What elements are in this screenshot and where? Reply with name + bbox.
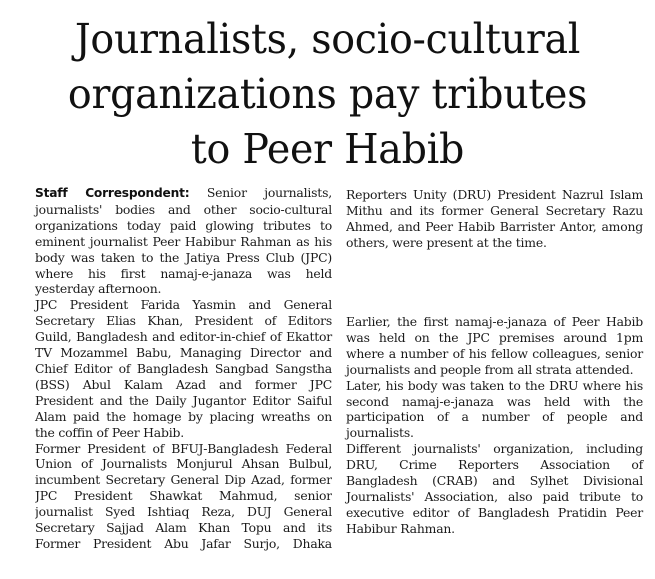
paragraph-attendees: Former President of BFUJ-Bangladesh Federal Union of Journalists Monjurul Ahsan Bulbul, incumbent Secretary General Dip Azad, former JPC President Shawkat Mahmud, senior journalist Syed Ishtiaq Reza, DUJ General Secretary Sajjad Alam Khan Topu and its Former President Abu Jafar Surjo, Dhaka xyxy=(35,440,332,551)
headline-line-1: Journalists, socio-cultural xyxy=(74,15,581,63)
byline: Staff Correspondent: xyxy=(35,186,190,200)
paragraph-intro-text: Senior journalists, journalists' bodies and other socio-cultural organizations today paid glowing tributes to eminent journalist Peer Habibur Rahman as his body was taken to the Jatiya Press Club (JPC) where his first namaj-e-janaza was held yesterday afternoon. xyxy=(35,185,332,297)
article-column-right xyxy=(346,187,643,537)
headline-line-3: to Peer Habib xyxy=(190,125,465,173)
paragraph-tributes: JPC President Farida Yasmin and General Secretary Elias Khan, President of Editors Guild, Bangladesh and editor-in-chief of Ekattor TV Mozammel Babu, Managing Director and Chief Editor of Bangladesh Sangbad Sangstha (BSS) Abul Kalam Azad and former JPC President and the Daily Jugantor Editor Saiful Alam paid the homage by placing wreaths on the coffin of Peer Habib. xyxy=(35,297,332,440)
paragraph-first-janaza: Earlier, the first namaj-e-janaza of Peer Habib was held on the JPC premises around 1pm where a number of his fellow colleagues, senior journalists and people from all strata attended. xyxy=(346,314,643,377)
headline-line-2: organizations pay tributes xyxy=(67,70,588,118)
paragraph-intro xyxy=(35,185,332,297)
paragraph-attendees-continued-text: Reporters Unity (DRU) President Nazrul Islam Mithu and its former General Secretary Razu Ahmed, and Peer Habib Barrister Antor, among others, were present at the time. xyxy=(346,187,643,251)
paragraph-second-janaza: Later, his body was taken to the DRU where his second namaj-e-janaza was held with the participation of a number of people and journalists. xyxy=(346,377,643,441)
paragraph-attendees-continued xyxy=(346,187,643,314)
headline xyxy=(21,12,634,177)
article-column-left xyxy=(35,185,332,552)
paragraph-organizations: Different journalists' organization, including DRU, Crime Reporters Association of Bangladesh (CRAB) and Sylhet Divisional Journalists' Association, also paid tribute to executive editor of Bangladesh Pratidin Peer Habibur Rahman. xyxy=(346,441,643,536)
